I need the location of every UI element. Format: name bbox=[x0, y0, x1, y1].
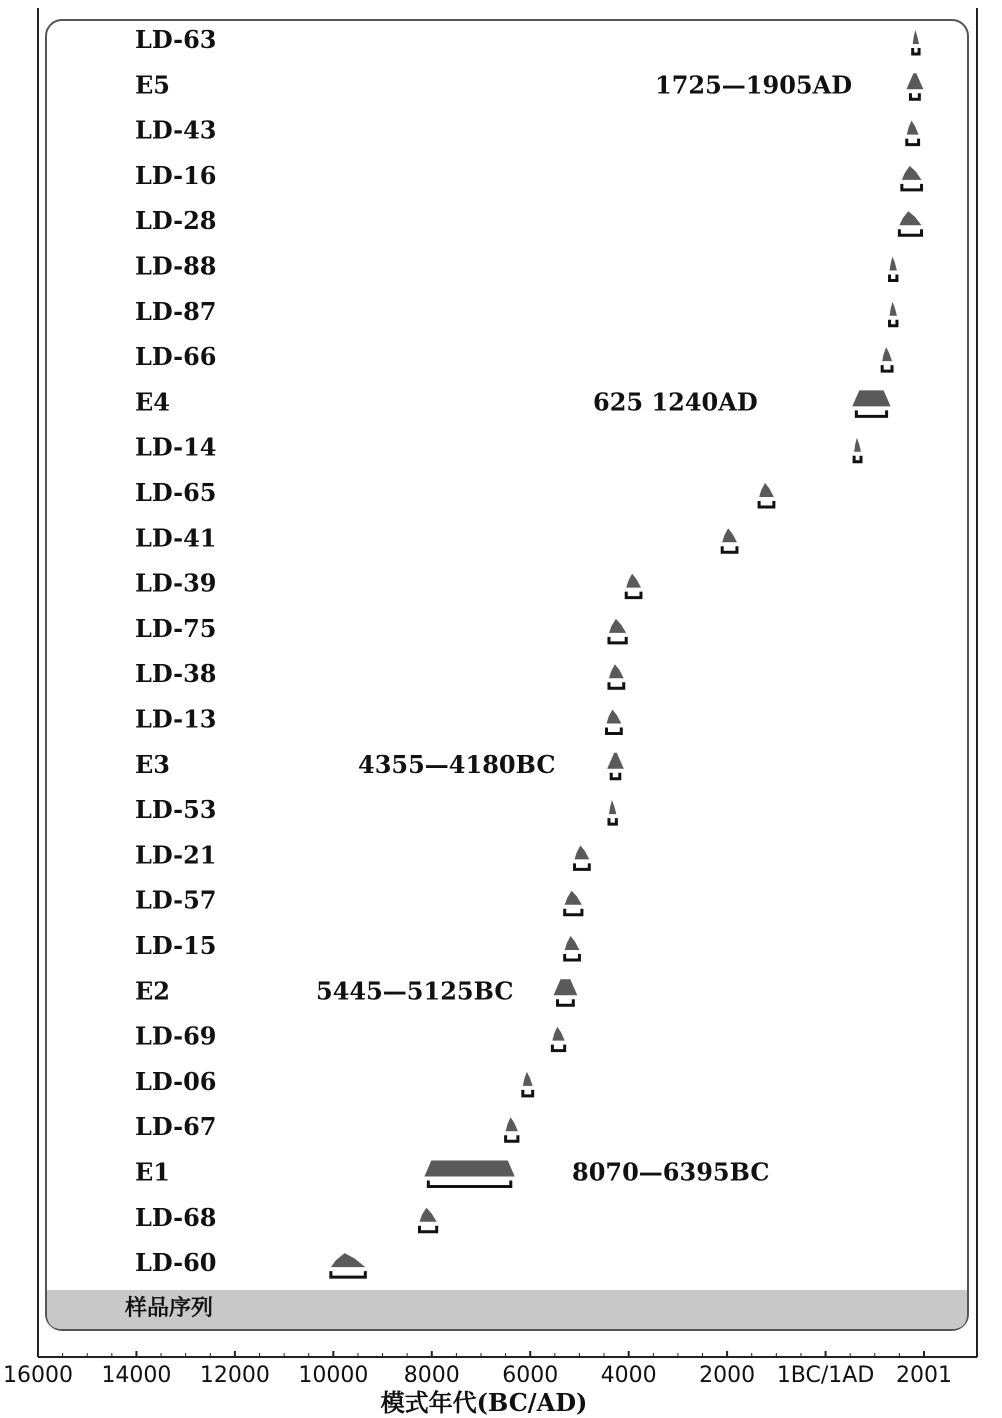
sample-label: E2 bbox=[135, 976, 170, 1006]
x-tick-label: 2000 bbox=[699, 1363, 756, 1388]
sample-label: LD-75 bbox=[135, 613, 217, 643]
sample-label: E1 bbox=[135, 1157, 170, 1187]
sample-label: LD-21 bbox=[135, 840, 217, 870]
sample-label: LD-28 bbox=[135, 206, 217, 236]
x-tick-label: 16000 bbox=[3, 1363, 73, 1388]
x-tick-label: 12000 bbox=[199, 1363, 270, 1388]
x-axis-label: 模式年代(BC/AD) bbox=[380, 1388, 588, 1417]
sample-label: LD-39 bbox=[135, 568, 217, 598]
range-annotation: 5445—5125BC bbox=[316, 976, 514, 1006]
range-annotation: 1725—1905AD bbox=[655, 70, 853, 100]
sample-label: LD-66 bbox=[135, 342, 217, 372]
sample-label: LD-57 bbox=[135, 885, 217, 915]
range-annotation: 625 1240AD bbox=[593, 387, 758, 417]
x-tick-label: 10000 bbox=[298, 1363, 369, 1388]
sample-label: LD-87 bbox=[135, 296, 217, 326]
sample-label: LD-14 bbox=[135, 432, 217, 462]
sample-label: E4 bbox=[135, 387, 170, 417]
sample-label: E5 bbox=[135, 70, 170, 100]
sample-label: LD-63 bbox=[135, 25, 217, 54]
sample-label: LD-16 bbox=[135, 160, 217, 190]
sample-label: LD-43 bbox=[135, 115, 217, 145]
x-tick-label: 1BC/1AD bbox=[776, 1363, 875, 1388]
sample-label: LD-13 bbox=[135, 704, 217, 734]
sample-label: LD-15 bbox=[135, 931, 217, 960]
x-tick-label: 14000 bbox=[101, 1363, 172, 1388]
sample-label: LD-06 bbox=[135, 1066, 217, 1096]
sample-label: LD-69 bbox=[135, 1021, 217, 1051]
sample-label: LD-60 bbox=[135, 1248, 217, 1278]
sample-label: E3 bbox=[135, 749, 170, 779]
x-tick-label: 2001 bbox=[896, 1363, 952, 1388]
sequence-label: 样品序列 bbox=[125, 1295, 214, 1321]
x-tick-label: 6000 bbox=[502, 1363, 559, 1388]
probability-distribution bbox=[424, 1161, 514, 1177]
sample-label: LD-41 bbox=[135, 523, 217, 553]
sample-label: LD-65 bbox=[135, 478, 217, 507]
sample-label: LD-88 bbox=[135, 251, 217, 281]
sample-label: LD-53 bbox=[135, 795, 217, 825]
x-tick-label: 4000 bbox=[600, 1363, 657, 1388]
range-annotation: 8070—6395BC bbox=[572, 1157, 770, 1187]
x-tick-label: 8000 bbox=[403, 1363, 460, 1388]
sample-label: LD-68 bbox=[135, 1202, 217, 1232]
sample-label: LD-67 bbox=[135, 1112, 217, 1142]
sample-label: LD-38 bbox=[135, 659, 217, 689]
range-annotation: 4355—4180BC bbox=[358, 749, 556, 779]
